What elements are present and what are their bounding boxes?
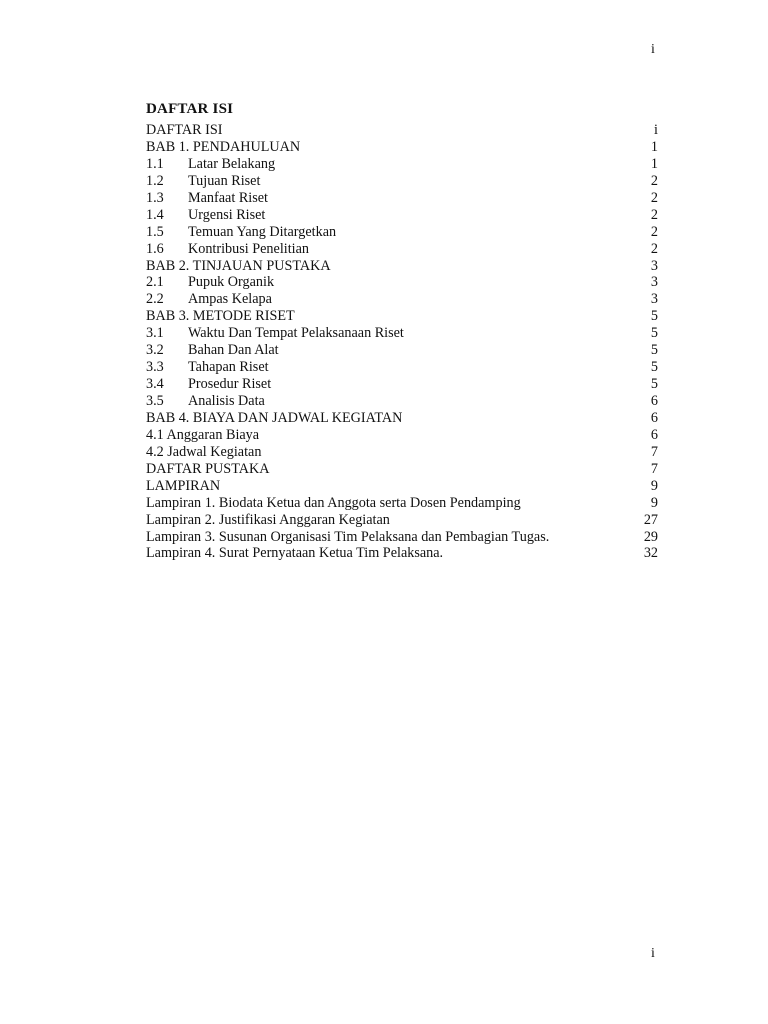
toc-entry-page: 2 bbox=[650, 223, 658, 240]
toc-entry-page: 2 bbox=[650, 240, 658, 257]
toc-entry-number: 1.3 bbox=[146, 189, 164, 206]
toc-entry[interactable] bbox=[146, 393, 658, 410]
toc-entry-label: Lampiran 1. Biodata Ketua dan Anggota serta Dosen Pendamping bbox=[146, 494, 521, 511]
toc-entry[interactable] bbox=[146, 274, 658, 291]
toc-entry-number: 3.4 bbox=[146, 376, 164, 393]
toc-entry-page: 32 bbox=[643, 545, 658, 562]
toc-entry-page: 6 bbox=[650, 426, 658, 443]
toc-entry-page: 1 bbox=[650, 138, 658, 155]
header-page-number: i bbox=[651, 42, 655, 57]
toc-entry-label: Temuan Yang Ditargetkan bbox=[188, 223, 337, 240]
toc-entry-label: Urgensi Riset bbox=[188, 206, 266, 223]
toc-entry-label: Lampiran 4. Surat Pernyataan Ketua Tim Pelaksana. bbox=[146, 545, 444, 562]
toc-entry-label: Tujuan Riset bbox=[188, 172, 261, 189]
toc-entry[interactable] bbox=[146, 173, 658, 190]
toc-entry-page: 6 bbox=[650, 409, 658, 426]
toc-entry-number: 2.2 bbox=[146, 291, 164, 308]
toc-entry-label: BAB 1. PENDAHULUAN bbox=[146, 138, 301, 155]
toc-entry-page: 5 bbox=[650, 342, 658, 359]
toc-entry-page: 27 bbox=[643, 511, 658, 528]
toc-entry-label: Lampiran 2. Justifikasi Anggaran Kegiatan bbox=[146, 511, 390, 528]
toc-entry-label: Kontribusi Penelitian bbox=[188, 240, 309, 257]
toc-entry-number: 3.2 bbox=[146, 342, 164, 359]
toc-entry-number: 1.5 bbox=[146, 223, 164, 240]
toc-entry-page: 7 bbox=[650, 443, 658, 460]
toc-entry-label: DAFTAR ISI bbox=[146, 122, 223, 138]
table-of-contents bbox=[146, 122, 658, 562]
toc-entry-number: 1.2 bbox=[146, 172, 164, 189]
toc-entry[interactable] bbox=[146, 122, 658, 139]
toc-entry-number: 1.4 bbox=[146, 206, 164, 223]
toc-entry-page: 5 bbox=[650, 308, 658, 325]
toc-entry-number: 3.3 bbox=[146, 359, 164, 376]
toc-entry[interactable] bbox=[146, 376, 658, 393]
toc-entry-page: 3 bbox=[650, 257, 658, 274]
toc-entry-page: 2 bbox=[650, 172, 658, 189]
toc-entry-label: Lampiran 3. Susunan Organisasi Tim Pelaksana dan Pembagian Tugas. bbox=[146, 528, 550, 545]
toc-entry-page: 3 bbox=[650, 291, 658, 308]
toc-entry-label: Analisis Data bbox=[188, 393, 265, 409]
toc-entry-number: 1.1 bbox=[146, 155, 164, 172]
toc-entry-page: 29 bbox=[643, 528, 658, 545]
toc-entry-page: 9 bbox=[650, 494, 658, 511]
toc-entry-label: DAFTAR PUSTAKA bbox=[146, 460, 270, 477]
toc-entry-page: 2 bbox=[650, 189, 658, 206]
toc-entry-page: 7 bbox=[650, 460, 658, 477]
toc-entry[interactable] bbox=[146, 444, 658, 461]
toc-entry[interactable] bbox=[146, 512, 658, 529]
toc-entry[interactable] bbox=[146, 545, 658, 562]
toc-entry-page: i bbox=[654, 122, 658, 138]
toc-entry[interactable] bbox=[146, 308, 658, 325]
toc-entry-number: 3.5 bbox=[146, 393, 164, 409]
toc-entry[interactable] bbox=[146, 427, 658, 444]
toc-entry-label: Latar Belakang bbox=[188, 155, 276, 172]
toc-entry-label: Prosedur Riset bbox=[188, 376, 272, 393]
toc-entry-label: BAB 2. TINJAUAN PUSTAKA bbox=[146, 257, 331, 274]
toc-entry[interactable] bbox=[146, 139, 658, 156]
toc-entry-page: 9 bbox=[650, 477, 658, 494]
toc-entry[interactable] bbox=[146, 241, 658, 258]
toc-entry-number: 3.1 bbox=[146, 325, 164, 342]
toc-entry-label: 4.1 Anggaran Biaya bbox=[146, 426, 260, 443]
toc-entry[interactable] bbox=[146, 258, 658, 275]
toc-entry-label: BAB 4. BIAYA DAN JADWAL KEGIATAN bbox=[146, 409, 403, 426]
toc-entry-number: 1.6 bbox=[146, 240, 164, 257]
toc-entry[interactable] bbox=[146, 291, 658, 308]
toc-entry-label: Pupuk Organik bbox=[188, 274, 275, 291]
toc-entry-label: Bahan Dan Alat bbox=[188, 342, 279, 359]
toc-entry[interactable] bbox=[146, 478, 658, 495]
toc-entry-label: LAMPIRAN bbox=[146, 477, 221, 494]
toc-entry-label: BAB 3. METODE RISET bbox=[146, 308, 295, 325]
toc-entry-label: Waktu Dan Tempat Pelaksanaan Riset bbox=[188, 325, 404, 342]
footer-page-number: i bbox=[651, 946, 655, 961]
toc-entry[interactable] bbox=[146, 410, 658, 427]
toc-entry[interactable] bbox=[146, 495, 658, 512]
toc-entry[interactable] bbox=[146, 529, 658, 546]
toc-entry-number: 2.1 bbox=[146, 274, 164, 291]
toc-entry[interactable] bbox=[146, 224, 658, 241]
toc-entry-page: 1 bbox=[650, 155, 658, 172]
toc-entry[interactable] bbox=[146, 207, 658, 224]
toc-entry[interactable] bbox=[146, 359, 658, 376]
toc-entry[interactable] bbox=[146, 156, 658, 173]
toc-entry[interactable] bbox=[146, 461, 658, 478]
toc-entry-page: 5 bbox=[650, 376, 658, 393]
toc-entry[interactable] bbox=[146, 325, 658, 342]
toc-title: DAFTAR ISI bbox=[146, 101, 234, 117]
toc-entry-page: 5 bbox=[650, 359, 658, 376]
toc-entry-label: Manfaat Riset bbox=[188, 189, 268, 206]
toc-entry-page: 6 bbox=[650, 393, 658, 409]
toc-entry-label: 4.2 Jadwal Kegiatan bbox=[146, 443, 262, 460]
toc-entry[interactable] bbox=[146, 190, 658, 207]
toc-entry-page: 5 bbox=[650, 325, 658, 342]
toc-entry[interactable] bbox=[146, 342, 658, 359]
toc-entry-page: 2 bbox=[650, 206, 658, 223]
toc-entry-label: Tahapan Riset bbox=[188, 359, 269, 376]
toc-entry-page: 3 bbox=[650, 274, 658, 291]
toc-entry-label: Ampas Kelapa bbox=[188, 291, 272, 308]
